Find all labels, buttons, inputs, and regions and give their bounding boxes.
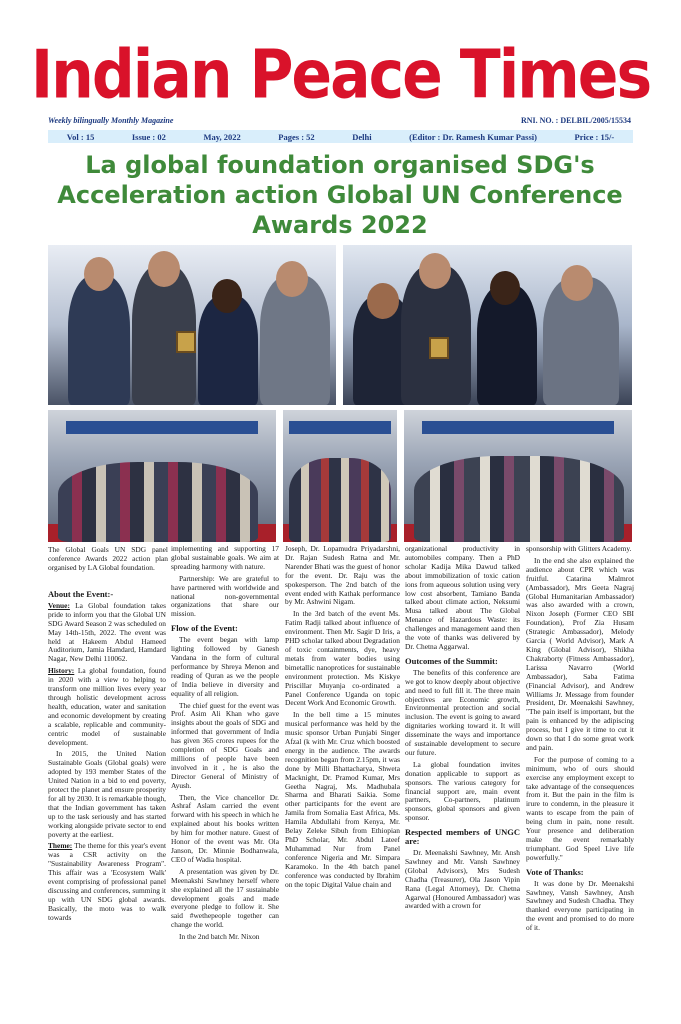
rni-number: RNI. NO. : DELBIL/2005/15534: [520, 116, 631, 125]
headline: La global foundation organised SDG's Acceleration action Global UN Conference Awards 2022: [57, 151, 623, 239]
venue-text: La Global foundation takes pride to inform you that the Global UN SDG Award Season 2 was scheduled on May 14th-15th, 2022. The event was held at Hakeem Abdul Hameed Auditorium, Jamia Hamdard, Hamdard Nagar, New Delhi 110062.: [48, 600, 166, 664]
section-heading-about: About the Event:-: [48, 589, 114, 599]
section-heading-flow: Flow of the Event:: [171, 623, 238, 634]
photo-caption: The Global Goals UN SDG panel conference Awards 2022 action plan organised by LA Global foundation.: [48, 545, 168, 572]
paragraph: Dr. Meenakshi Sawhney, Mr. Ansh Sawhney and Mr. Vansh Sawhney (Global Advisors), Mrs Sudesh Chadha (Treasurer), Ola Jason Vipin Rana (Legal Attorney), Dr. Chetna Agarwal (Honoured Ambassador) was awarded with a crown for: [405, 848, 520, 911]
tagline: Weekly bilingually Monthly Magazine: [48, 116, 174, 125]
paragraph: The chief guest for the event was Prof. Asim Ali Khan who gave insights about the goals of SDG and informed that government of India has given 365 crores rupees for the completion of SDG Goals and millions of people have been involved in it , he is also the Director General of Ministry of Ayush.: [171, 700, 279, 790]
volume: Vol : 15: [66, 131, 95, 142]
section-heading-outcomes: Outcomes of the Summit:: [405, 655, 498, 666]
paragraph: Partnership: We are grateful to have partnered with worldwide and national non-governmental organizations that share our mission.: [171, 573, 279, 619]
award-photo-1: [48, 245, 336, 405]
paragraph: A presentation was given by Dr. Meenakshi Sawhney herself where she explained all the 17 sustainable development goals and made everyone pledge to follow it. She said #wethepeople together can change the world.: [171, 866, 279, 930]
article-column-3: [285, 545, 400, 892]
paragraph: The benefits of this conference are we got to know deeply about objective and need to full fill it. The three main objectives are Economic growth, Environmental protection and social inclusion. The event is going to award dignitaries working toward it. It will disseminate the ways and importance of sustainable development to secure our future.: [405, 667, 520, 757]
article-column-4: [405, 545, 520, 914]
paragraph: La global foundation invites donation applicable to support as sponsors. The various category for financial support are, main event partners, Co-partners, platinum sponsors, global sponsors and given sponsor.: [405, 759, 520, 823]
venue-label: Venue:: [48, 600, 70, 610]
issue-info-bar: [48, 130, 633, 143]
paragraph: In the bell time a 15 minutes musical performance was held by the music sponsor Urban Punjabi Singer Afzal (k with Mr. Cruz which boosted energy in the audience. The awards recognition began from 2.15pm, it was done by Milli Bhattacharya, Shweta Macknight, Dr. Pramod Kumar, Mrs Geetha Nagraj, Ms. Madhubala Sharma and Bharati Saikia. Some other participants for the event are Jamila from Somalia East Africa, Ms. Hamila Abdullahi from Kenya, Mr. Belay Zeleke Sibuh from Ethiopian PhD Scholar, Mr. Abdul Lateef Muhammad Nur from Panel conference Nigeria and Mr. Simpara Karamoko. In the 4th batch panel conference was conducted by Ibrahim on the topic Digital Value chain and: [285, 710, 400, 889]
price: Price : 15/-: [574, 131, 615, 142]
paragraph: Then, the Vice chancellor Dr. Ashraf Aslam carried the event forward with his speech in which he explained about his books written by him for mother nature. Guest of Honor of the event was Mr. Ola Janson, Dr. Minnie Bodhanwala, CEO of Wadia hospital.: [171, 792, 279, 864]
paragraph: organizational productivity in automobiles company. Then a PhD scholar Kadija Mika Dawud talked about immobilization of toxic cation ions from aqueous solution using very low cost absorbent, Tamiano Banda talked about climate action, Neksumi Musa talked about The Global Menance of Hazardous Waste: its challenges and management aand then the vote of thanks was delivered by Dr. Chetna Aggarwal.: [405, 544, 520, 651]
theme-text: The theme for this year's event was a CSR activity on the "Sustainability Awareness Program". This affair was a 'Ecosystem Walk' event comprising of professional panel discussing and conferences, summing it up with UN SDG global awards. Basically, the moto was to walk towards: [48, 841, 166, 922]
group-photo-1: [48, 410, 276, 542]
city: Delhi: [352, 131, 372, 142]
history-paragraph: [48, 667, 166, 747]
venue-paragraph: [48, 602, 166, 664]
article-column-1: [48, 585, 166, 926]
history-label: History:: [48, 666, 75, 676]
editor: (Editor : Dr. Ramesh Kumar Passi): [409, 131, 537, 142]
theme-label: Theme:: [48, 841, 73, 851]
history-text: La global foundation, found in 2020 with a view to helping to transform one million lives every year through holistic development across health, education, water and sanitation and economic development by creating a scalable, replicable and community-centric model of sustainable development.: [48, 666, 166, 747]
subline: [48, 116, 631, 130]
masthead: [0, 35, 681, 115]
paragraph: The event began with lamp lighting followed by Ganesh Vandana in the form of cultural performance by Shreya Menon and reading of Quran as we the people of India believe in diversity and equality of all religion.: [171, 635, 279, 698]
paragraph: In the 2nd batch Mr. Nixon: [179, 932, 260, 942]
paragraph: sponsorship with Glitters Academy.: [526, 544, 632, 553]
paragraph: Joseph, Dr. Lopamudra Priyadarshni, Dr. Rajan Sudesh Ratna and Mr. Narender Bhati was the guest of honor for the event. Dr. Raju was the spokesperson. The 2nd batch of the event ended with Kathak performance by Mr. Ashwini Nigam.: [285, 544, 400, 607]
group-photo-3: [404, 410, 632, 542]
section-heading-members: Respected members of UNGC are:: [405, 827, 520, 847]
paragraph: In 2015, the United Nation Sustainable Goals (Global goals) were adopted by 193 member States of the United Nation in a bid to end poverty, protect the planet and ensure prosperity for all by 2030. It is remarkable though, that the Indian government has taken up to the task seriously and has started working alongside private sector to end poverty at the earliest.: [48, 749, 167, 839]
paragraph: implementing and supporting 17 global sustainable goals. We aim at spreading harmony with nature.: [171, 544, 279, 571]
theme-paragraph: [48, 842, 166, 922]
group-photo-2: [283, 410, 397, 542]
paragraph: In the 3rd batch of the event Ms. Fatim Radji talked about influence of environment. Then Mr. Sagir D Iris, a PHD scholar talked about Degradation of toxic containments, dye, heavy metals from water bodies using bimetallic nanoprotices for sustainable environment protection. Ms Kiskye Priscillar Muyanja co-ordinated a Panel Conference Uganda on topic Decent Work And Economic Growth.: [285, 609, 400, 708]
issue: Issue : 02: [131, 131, 166, 142]
section-heading-vote: Vote of Thanks:: [526, 866, 584, 877]
issue-date: May, 2022: [203, 131, 241, 142]
newspaper-title: Indian Peace Times: [30, 35, 651, 115]
paragraph: For the purpose of coming to a minimum, who of ours should exercise any employment except to take advantage of the consequences from it. But the pain in the film is irure to condemn, in the pleasure it wants to escape from the pain of being clum in pain, none result. Your presence and deliberation make the event remarkably triumphant. God Speel Live life powerfully.": [526, 754, 634, 862]
paragraph: It was done by Dr. Meenakshi Sawhney, Vansh Sawhney, Ansh Sawhney and Sudesh Chadha. They thanked everyone participating in the event and promised to do more of it.: [526, 878, 634, 933]
article-column-5: [526, 545, 634, 936]
article-column-2: [171, 545, 279, 945]
award-photo-2: [343, 245, 632, 405]
paragraph: In the end she also explained the audience about CPR which was fruitful. Catarina Malmrot (Ambassador), Mrs Geeta Nagraj (Global Humanitarian Ambassador) was also awarded with a crown, Nixon Joseph (Former CEO SBI Foundation), Prof Zia Husam (Strategic Ambassador), Melody Garcia ( World Advisor), Mark A King (Global Advisor), Shikha Chakraborty (Fitness Ambassador), Larissa Navarro (World Ambassador), Saba Fatima (Financial Advisor), and Andrew Williams Jr. Message from founder President, Dr. Meenakshi Sawhney, "The pain itself is important, but the pain is enhanced by the adipiscing process, but I give it time to cut it down so that I do some great work and pain.: [526, 555, 634, 752]
page-count: Pages : 52: [278, 131, 315, 142]
